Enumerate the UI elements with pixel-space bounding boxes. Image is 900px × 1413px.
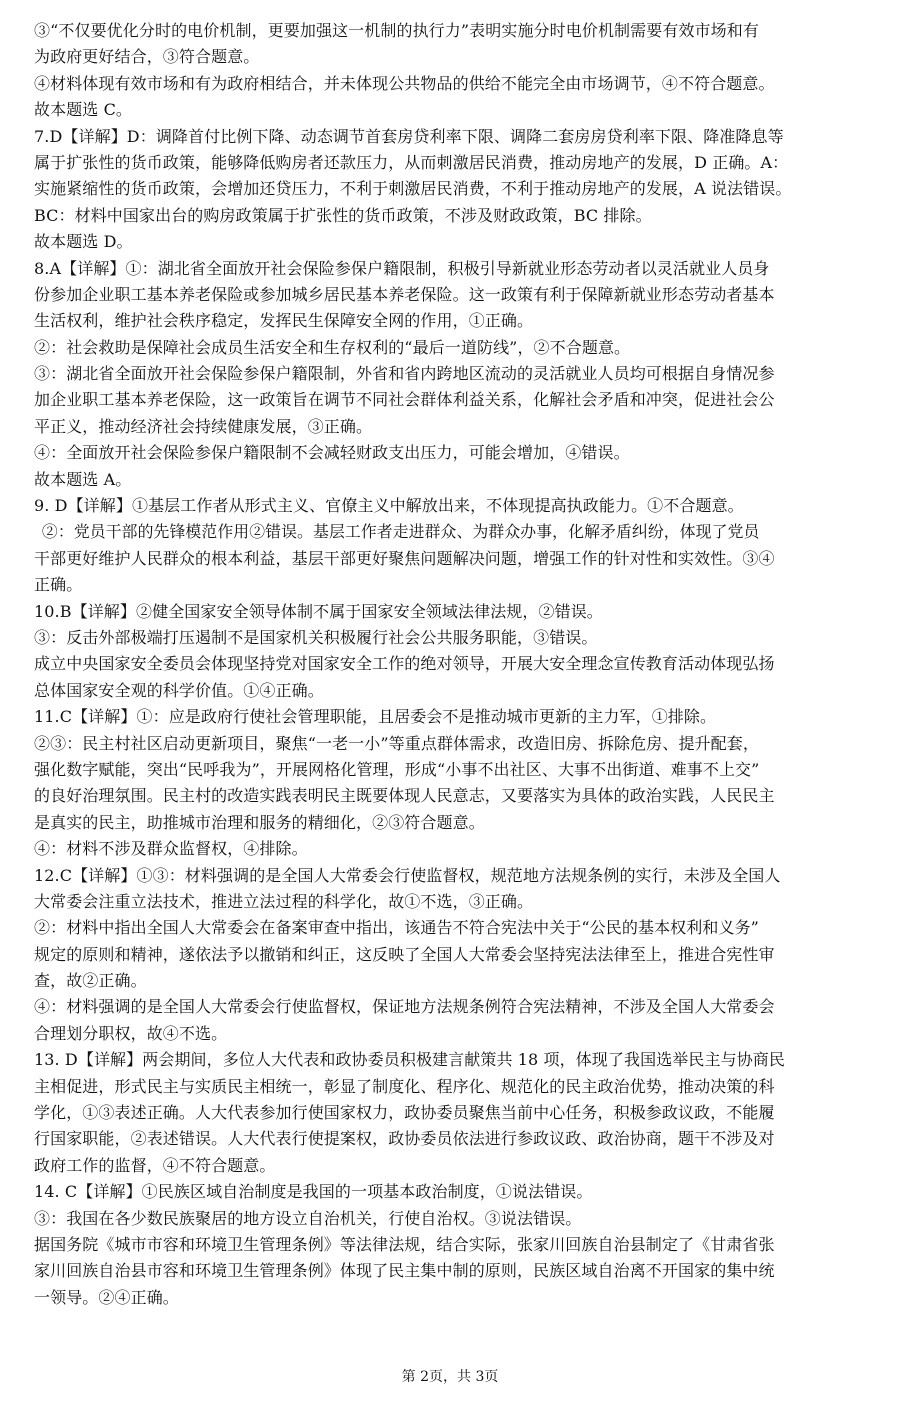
text-line: ④材料体现有效市场和有为政府相结合，并未体现公共物品的供给不能完全由市场调节，④不符合题意。 bbox=[34, 73, 775, 93]
text-line: 8.A【详解】①：湖北省全面放开社会保险参保户籍限制，积极引导新就业形态劳动者以灵活就业人员身 bbox=[34, 258, 770, 278]
text-line: 12.C【详解】①③：材料强调的是全国人大常委会行使监督权，规范地方法规条例的实行，未涉及全国人 bbox=[34, 865, 781, 885]
text-line: ②：材料中指出全国人大常委会在备案审查中指出，该通告不符合宪法中关于“公民的基本权利和义务” bbox=[34, 918, 759, 938]
text-line: 强化数字赋能，突出“民呼我为”，开展网格化管理，形成“小事不出社区、大事不出街道、难事不上交” bbox=[34, 759, 760, 779]
text-line: ④：材料强调的是全国人大常委会行使监督权，保证地方法规条例符合宪法精神，不涉及全国人大常委会 bbox=[34, 997, 775, 1017]
text-line: ③：我国在各少数民族聚居的地方设立自治机关，行使自治权。③说法错误。 bbox=[34, 1208, 582, 1228]
text-line: ③“不仅要优化分时的电价机制，更要加强这一机制的执行力”表明实施分时电价机制需要有效市场和有 bbox=[34, 21, 759, 40]
text-line: 家川回族自治县市容和环境卫生管理条例》体现了民主集中制的原则，民族区域自治离不开国家的集中统 bbox=[34, 1261, 775, 1281]
text-line: 政府工作的监督，④不符合题意。 bbox=[34, 1155, 276, 1175]
text-line: ④：全面放开社会保险参保户籍限制不会减轻财政支出压力，可能会增加，④错误。 bbox=[34, 443, 630, 463]
text-line: 9. D【详解】①基层工作者从形式主义、官僚主义中解放出来，不体现提高执政能力。①不合题意。 bbox=[34, 496, 744, 516]
text-line: 7.D【详解】D：调降首付比例下降、动态调节首套房贷利率下限、调降二套房房贷利率下限、降准降息等 bbox=[34, 126, 784, 146]
text-line: 主相促进，形式民主与实质民主相统一，彰显了制度化、程序化、规范化的民主政治优势，推动决策的科 bbox=[34, 1076, 775, 1096]
text-line: 一领导。②④正确。 bbox=[34, 1287, 179, 1307]
text-line: 为政府更好结合，③符合题意。 bbox=[34, 47, 260, 67]
text-line: 11.C【详解】①：应是政府行使社会管理职能，且居委会不是推动城市更新的主力军，①排除。 bbox=[34, 707, 717, 727]
text-line: 合理划分职权，故④不选。 bbox=[34, 1023, 228, 1043]
text-line: 学化，①③表述正确。人大代表参加行使国家权力，政协委员聚焦当前中心任务，积极参政议政，不能履 bbox=[34, 1103, 775, 1123]
text-line: 大常委会注重立法技术，推进立法过程的科学化，故①不选，③正确。 bbox=[34, 891, 534, 911]
text-line: 10.B【详解】②健全国家安全领导体制不属于国家安全领域法律法规，②错误。 bbox=[34, 601, 603, 621]
text-line: 实施紧缩性的货币政策，会增加还贷压力，不利于刺激居民消费，不利于推动房地产的发展，A 说法错误。 bbox=[34, 179, 792, 199]
text-line: ②：党员干部的先锋模范作用②错误。基层工作者走进群众、为群众办事，化解矛盾纠纷，体现了党员 bbox=[41, 522, 760, 542]
text-line: 行国家职能，②表述错误。人大代表行使提案权，政协委员依法进行参政议政、政治协商，题干不涉及对 bbox=[34, 1129, 775, 1149]
text-line: 的良好治理氛围。民主村的改造实践表明民主既要体现人民意志，又要落实为具体的政治实践，人民民主 bbox=[34, 786, 775, 806]
page-footer: 第 2页，共 3页 bbox=[401, 1369, 499, 1385]
text-line: 正确。 bbox=[34, 575, 83, 595]
text-line: 13. D【详解】两会期间，多位人大代表和政协委员积极建言献策共 18 项，体现了我国选举民主与协商民 bbox=[34, 1050, 785, 1070]
text-line: 规定的原则和精神，遂依法予以撤销和纠正，这反映了全国人大常委会坚持宪法法律至上，推进合宪性审 bbox=[34, 944, 775, 964]
text-line: 故本题选 D。 bbox=[34, 232, 133, 252]
text-line: 份参加企业职工基本养老保险或参加城乡居民基本养老保险。这一政策有利于保障新就业形态劳动者基本 bbox=[34, 284, 775, 304]
text-line: 总体国家安全观的科学价值。①④正确。 bbox=[34, 680, 324, 700]
text-line: 加企业职工基本养老保险，这一政策旨在调节不同社会群体利益关系，化解社会矛盾和冲突，促进社会公 bbox=[34, 390, 775, 410]
text-line: 据国务院《城市市容和环境卫生管理条例》等法律法规，结合实际，张家川回族自治县制定了《甘肃省张 bbox=[34, 1234, 775, 1254]
text-line: 故本题选 A。 bbox=[34, 469, 132, 489]
text-line: ④：材料不涉及群众监督权，④排除。 bbox=[34, 839, 308, 859]
text-line: 生活权利，维护社会秩序稳定，发挥民生保障安全网的作用，①正确。 bbox=[34, 311, 534, 331]
text-line: ③：湖北省全面放开社会保险参保户籍限制，外省和省内跨地区流动的灵活就业人员均可根据自身情况参 bbox=[34, 364, 775, 384]
text-line: 平正义，推动经济社会持续健康发展，③正确。 bbox=[34, 416, 373, 436]
text-line: 故本题选 C。 bbox=[34, 100, 133, 120]
text-line: 14. C【详解】①民族区域自治制度是我国的一项基本政治制度，①说法错误。 bbox=[34, 1182, 593, 1202]
text-line: ③：反击外部极端打压遏制不是国家机关积极履行社会公共服务职能，③错误。 bbox=[34, 627, 598, 647]
text-line: 属于扩张性的货币政策，能够降低购房者还款压力，从而刺激居民消费，推动房地产的发展，D 正确。A： bbox=[34, 152, 789, 172]
text-line: 干部更好维护人民群众的根本利益，基层干部更好聚焦问题解决问题，增强工作的针对性和实效性。③④ bbox=[34, 548, 775, 568]
text-line: 成立中央国家安全委员会体现坚持党对国家安全工作的绝对领导，开展大安全理念宣传教育活动体现弘扬 bbox=[34, 654, 775, 674]
text-line: 查，故②正确。 bbox=[34, 971, 147, 991]
text-line: ②：社会救助是保障社会成员生活安全和生存权利的“最后一道防线”，②不合题意。 bbox=[34, 337, 631, 357]
text-line: ②③：民主村社区启动更新项目，聚焦“一老一小”等重点群体需求，改造旧房、拆除危房、提升配套， bbox=[34, 733, 759, 753]
text-line: 是真实的民主，助推城市治理和服务的精细化，②③符合题意。 bbox=[34, 812, 485, 832]
text-line: BC：材料中国家出台的购房政策属于扩张性的货币政策，不涉及财政政策，BC 排除。 bbox=[34, 205, 652, 225]
text-line bbox=[34, 1311, 870, 1337]
